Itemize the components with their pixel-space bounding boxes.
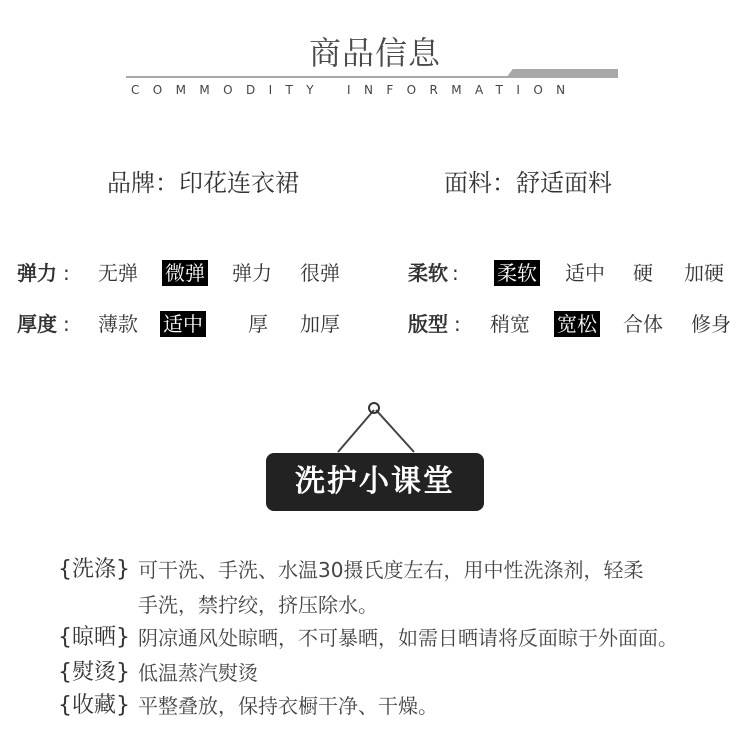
care-key-washing: {洗涤}: [58, 557, 130, 582]
care-key-drying: {晾晒}: [58, 625, 130, 650]
option-fit-3: 合体: [623, 312, 663, 336]
option-elasticity-1: 无弹: [98, 261, 138, 285]
title-underline: [126, 76, 511, 78]
attr-label-thickness: 厚度: [17, 312, 57, 336]
option-softness-2: 适中: [565, 261, 605, 285]
option-thickness-2-selected: 适中: [160, 311, 206, 337]
option-softness-3: 硬: [633, 261, 653, 285]
option-softness-4: 加硬: [684, 261, 724, 285]
care-text-storage: 平整叠放，保持衣橱干净、干燥。: [138, 694, 438, 718]
hanger-hook-icon: [368, 402, 380, 414]
attr-colon: :: [452, 261, 459, 285]
care-item-drying: [58, 620, 130, 651]
title-underline-accent: [506, 69, 618, 78]
subtitle-word-information: INFORMATION: [347, 83, 579, 97]
option-softness-1-selected: 柔软: [494, 260, 540, 286]
care-class-sign: 洗护小课堂: [266, 453, 484, 511]
attr-label-softness: 柔软: [408, 261, 448, 285]
material-info: 面料：舒适面料: [444, 169, 612, 197]
option-elasticity-3: 弹力: [232, 261, 272, 285]
option-fit-2-selected: 宽松: [554, 311, 600, 337]
section-title: 商品信息: [308, 34, 441, 72]
option-thickness-4: 加厚: [300, 312, 340, 336]
brand-info: 品牌：印花连衣裙: [107, 169, 299, 197]
subtitle-word-commodity: COMMODITY: [131, 83, 328, 97]
option-elasticity-2-selected: 微弹: [162, 260, 208, 286]
attr-label-elasticity: 弹力: [17, 261, 57, 285]
option-elasticity-4: 很弹: [300, 261, 340, 285]
care-item-washing: [58, 552, 130, 583]
option-fit-4: 修身: [691, 312, 731, 336]
care-text-ironing: 低温蒸汽熨烫: [138, 661, 258, 685]
care-key-ironing: {熨烫}: [58, 660, 130, 685]
care-text-washing-line1: 可干洗、手洗、水温30摄氏度左右，用中性洗涤剂，轻柔: [138, 558, 644, 582]
attr-label-fit: 版型: [408, 312, 448, 336]
attr-colon: :: [63, 312, 70, 336]
option-thickness-1: 薄款: [98, 312, 138, 336]
care-text-washing-line2: 手洗，禁拧绞，挤压除水。: [138, 593, 378, 617]
care-item-ironing: [58, 655, 130, 686]
care-key-storage: {收藏}: [58, 693, 130, 718]
option-thickness-3: 厚: [248, 312, 268, 336]
care-text-drying: 阴凉通风处晾晒，不可暴晒，如需日晒请将反面晾于外面面。: [138, 626, 678, 650]
care-item-storage: [58, 688, 130, 719]
option-fit-1: 稍宽: [490, 312, 530, 336]
attr-colon: :: [454, 312, 461, 336]
attr-colon: :: [63, 261, 70, 285]
section-subtitle: [131, 83, 579, 97]
